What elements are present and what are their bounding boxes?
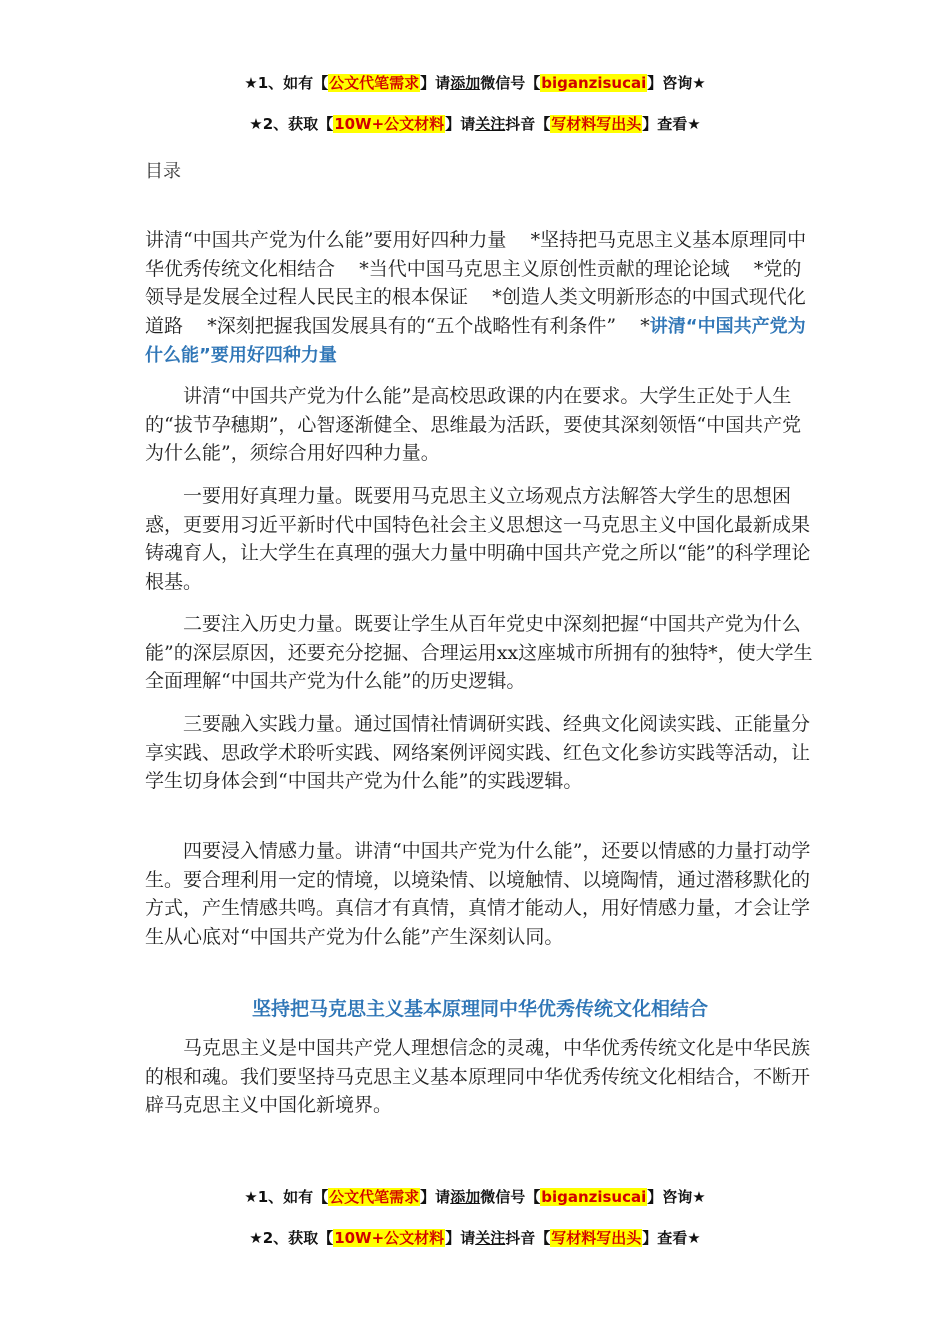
promo-highlight: 10W+公文材料 (334, 1229, 445, 1247)
toc-item[interactable]: *党的领导是发展全过程人民民主的根本保证 (145, 257, 802, 308)
promo-text: ★2、获取【 (249, 1229, 334, 1247)
paragraph-3: 二要注入历史力量。既要让学生从百年党史中深刻把握“中国共产党为什么能”的深层原因，还要充分挖掘、合理运用xx这座城市所拥有的独特*，使大学生全面理解“中国共产党为什么能”的历史逻辑。 (145, 613, 813, 692)
section-heading-2: 坚持把马克思主义基本原理同中华优秀传统文化相结合 (251, 998, 708, 1020)
toc-item[interactable]: *创造人类文明新形态的中国式现代化道路 (145, 286, 806, 337)
promo-text: ★1、如有【 (244, 74, 329, 92)
promo-text: 抖音【 (505, 115, 551, 133)
promo-line-2-top (0, 113, 950, 134)
promo-highlight: 公文代笔需求 (329, 1188, 420, 1206)
promo-text: ★2、获取【 (249, 115, 334, 133)
promo-text: 】查看★ (642, 115, 701, 133)
toc-item[interactable]: 讲清“中国共产党为什么能”要用好四种力量 (145, 229, 507, 251)
promo-text: 微信号【 (480, 1188, 541, 1206)
promo-line-1-bottom (0, 1186, 950, 1207)
table-of-contents (145, 226, 815, 371)
promo-douyin-id: 写材料写出头 (551, 1229, 642, 1247)
promo-underline: 关注 (475, 1229, 506, 1247)
paragraph-6: 马克思主义是中国共产党人理想信念的灵魂，中华优秀传统文化是中华民族的根和魂。我们要坚持马克思主义基本原理同中华优秀传统文化相结合，不断开辟马克思主义中国化新境界。 (145, 1037, 811, 1116)
promo-highlight: 10W+公文材料 (334, 115, 445, 133)
promo-highlight: 公文代笔需求 (329, 74, 420, 92)
promo-text: ★1、如有【 (244, 1188, 329, 1206)
toc-item[interactable]: *深刻把握我国发展具有的“五个战略性有利条件” (207, 314, 617, 337)
promo-text: 】咨询★ (647, 1188, 706, 1206)
promo-line-2-bottom (0, 1227, 950, 1248)
promo-text: 】请 (445, 115, 476, 133)
paragraph-4: 三要融入实践力量。通过国情社情调研实践、经典文化阅读实践、正能量分享实践、思政学术聆听实践、网络案例评阅实践、红色文化参访实践等活动，让学生切身体会到“中国共产党为什么能”的实践逻辑。 (145, 713, 811, 792)
promo-underline: 添加 (450, 74, 481, 92)
promo-douyin-id: 写材料写出头 (551, 115, 642, 133)
promo-text: 】咨询★ (647, 74, 706, 92)
promo-text: 】查看★ (642, 1229, 701, 1247)
toc-item[interactable]: *当代中国马克思主义原创性贡献的理论论域 (359, 257, 730, 280)
promo-underline: 关注 (475, 115, 506, 133)
promo-line-1-top (0, 72, 950, 93)
promo-wechat-id: biganzisucai (541, 1188, 647, 1206)
promo-text: 】请 (420, 1188, 451, 1206)
paragraph-1: 讲清“中国共产党为什么能”是高校思政课的内在要求。大学生正处于人生的“拔节孕穗期”，心智逐渐健全、思维最为活跃，要使其深刻领悟“中国共产党为什么能”，须综合用好四种力量。 (145, 385, 802, 464)
promo-text: 】请 (420, 74, 451, 92)
promo-underline: 添加 (450, 1188, 481, 1206)
promo-wechat-id: biganzisucai (541, 74, 647, 92)
paragraph-5: 四要浸入情感力量。讲清“中国共产党为什么能”，还要以情感的力量打动学生。要合理利用一定的情境，以境染情、以境触情、以境陶情，通过潜移默化的方式，产生情感共鸣。真信才有真情，真情才能动人，用好情感力量，才会让学生从心底对“中国共产党为什么能”产生深刻认同。 (145, 840, 811, 948)
toc-label: 目录 (145, 161, 181, 182)
toc-item: * (640, 314, 650, 337)
promo-text: 微信号【 (480, 74, 541, 92)
promo-text: 】请 (445, 1229, 476, 1247)
toc-item[interactable]: *坚持把马克思主义基本原理同中华优秀传统文化相结合 (145, 229, 807, 280)
paragraph-2: 一要用好真理力量。既要用马克思主义立场观点方法解答大学生的思想困惑，更要用习近平新时代中国特色社会主义思想这一马克思主义中国化最新成果铸魂育人，让大学生在真理的强大力量中明确中国共产党之所以“能”的科学理论根基。 (145, 485, 811, 593)
promo-text: 抖音【 (505, 1229, 551, 1247)
section-heading-link[interactable]: 讲清“中国共产党为什么能”要用好四种力量 (145, 315, 806, 366)
